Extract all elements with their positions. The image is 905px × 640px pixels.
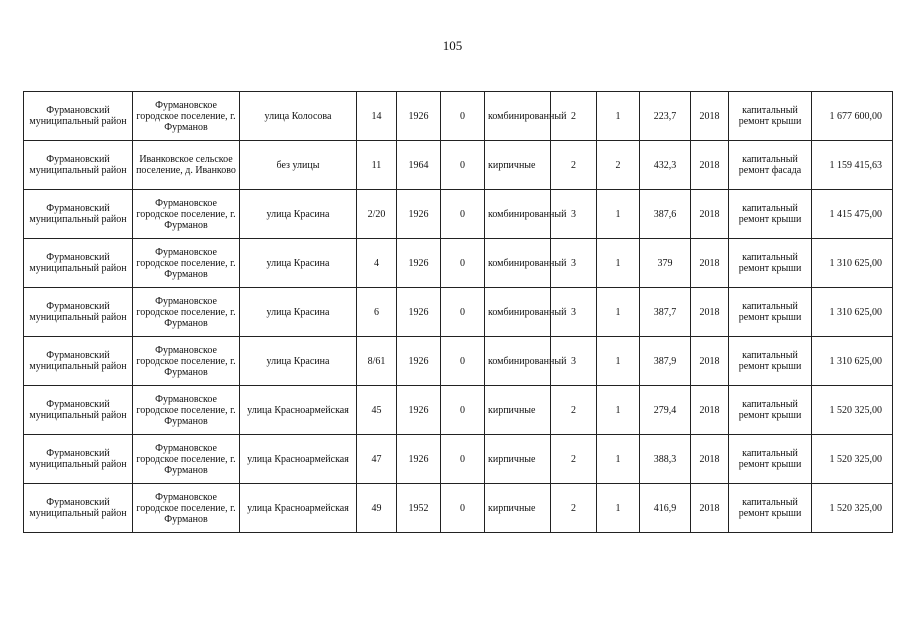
cell-street: улица Красноармейская bbox=[240, 484, 357, 533]
cell-work-type: капитальный ремонт крыши bbox=[729, 386, 812, 435]
cell-year: 1926 bbox=[397, 386, 441, 435]
cell-work-type: капитальный ремонт крыши bbox=[729, 288, 812, 337]
cell-entrances: 1 bbox=[597, 484, 640, 533]
housing-repair-table bbox=[23, 91, 893, 533]
cell-value: 0 bbox=[441, 190, 485, 239]
table-row bbox=[24, 239, 893, 288]
cell-cost: 1 310 625,00 bbox=[812, 239, 893, 288]
cell-cost: 1 677 600,00 bbox=[812, 92, 893, 141]
cell-value: 0 bbox=[441, 484, 485, 533]
cell-street: улица Красина bbox=[240, 337, 357, 386]
cell-street: улица Красина bbox=[240, 288, 357, 337]
cell-entrances: 1 bbox=[597, 239, 640, 288]
cell-settlement: Фурмановское городское поселение, г. Фурманов bbox=[133, 386, 240, 435]
cell-plan-year: 2018 bbox=[691, 337, 729, 386]
cell-entrances: 1 bbox=[597, 386, 640, 435]
cell-value: 0 bbox=[441, 386, 485, 435]
cell-work-type: капитальный ремонт крыши bbox=[729, 435, 812, 484]
cell-year: 1926 bbox=[397, 92, 441, 141]
cell-year: 1926 bbox=[397, 435, 441, 484]
cell-house: 45 bbox=[357, 386, 397, 435]
cell-settlement: Фурмановское городское поселение, г. Фурманов bbox=[133, 288, 240, 337]
cell-entrances: 1 bbox=[597, 288, 640, 337]
cell-work-type: капитальный ремонт крыши bbox=[729, 337, 812, 386]
cell-wall-material: кирпичные bbox=[485, 435, 551, 484]
cell-house: 6 bbox=[357, 288, 397, 337]
cell-district: Фурмановский муниципальный район bbox=[24, 435, 133, 484]
cell-district: Фурмановский муниципальный район bbox=[24, 484, 133, 533]
cell-district: Фурмановский муниципальный район bbox=[24, 386, 133, 435]
cell-cost: 1 159 415,63 bbox=[812, 141, 893, 190]
cell-area: 416,9 bbox=[640, 484, 691, 533]
cell-area: 388,3 bbox=[640, 435, 691, 484]
cell-wall-material: комбинированный bbox=[485, 337, 551, 386]
cell-floors: 3 bbox=[551, 239, 597, 288]
cell-plan-year: 2018 bbox=[691, 484, 729, 533]
cell-district: Фурмановский муниципальный район bbox=[24, 337, 133, 386]
cell-plan-year: 2018 bbox=[691, 386, 729, 435]
cell-value: 0 bbox=[441, 435, 485, 484]
cell-plan-year: 2018 bbox=[691, 288, 729, 337]
cell-entrances: 1 bbox=[597, 92, 640, 141]
cell-cost: 1 520 325,00 bbox=[812, 386, 893, 435]
cell-value: 0 bbox=[441, 92, 485, 141]
cell-year: 1926 bbox=[397, 337, 441, 386]
cell-settlement: Фурмановское городское поселение, г. Фурманов bbox=[133, 435, 240, 484]
cell-wall-material: кирпичные bbox=[485, 141, 551, 190]
cell-wall-material: кирпичные bbox=[485, 484, 551, 533]
cell-district: Фурмановский муниципальный район bbox=[24, 288, 133, 337]
cell-wall-material: комбинированный bbox=[485, 92, 551, 141]
cell-plan-year: 2018 bbox=[691, 92, 729, 141]
page-number: 105 bbox=[442, 38, 463, 53]
cell-cost: 1 310 625,00 bbox=[812, 337, 893, 386]
cell-area: 387,6 bbox=[640, 190, 691, 239]
cell-plan-year: 2018 bbox=[691, 435, 729, 484]
table-row bbox=[24, 288, 893, 337]
cell-street: улица Красноармейская bbox=[240, 435, 357, 484]
table-row bbox=[24, 337, 893, 386]
cell-value: 0 bbox=[441, 288, 485, 337]
cell-floors: 2 bbox=[551, 141, 597, 190]
cell-floors: 3 bbox=[551, 288, 597, 337]
cell-floors: 2 bbox=[551, 386, 597, 435]
cell-year: 1964 bbox=[397, 141, 441, 190]
table-body bbox=[24, 92, 893, 533]
cell-house: 49 bbox=[357, 484, 397, 533]
cell-street: улица Колосова bbox=[240, 92, 357, 141]
cell-floors: 3 bbox=[551, 337, 597, 386]
table-row bbox=[24, 484, 893, 533]
cell-wall-material: кирпичные bbox=[485, 386, 551, 435]
cell-cost: 1 520 325,00 bbox=[812, 435, 893, 484]
cell-settlement: Фурмановское городское поселение, г. Фурманов bbox=[133, 484, 240, 533]
cell-work-type: капитальный ремонт крыши bbox=[729, 239, 812, 288]
cell-area: 379 bbox=[640, 239, 691, 288]
cell-area: 279,4 bbox=[640, 386, 691, 435]
cell-year: 1952 bbox=[397, 484, 441, 533]
cell-district: Фурмановский муниципальный район bbox=[24, 92, 133, 141]
cell-cost: 1 520 325,00 bbox=[812, 484, 893, 533]
cell-floors: 2 bbox=[551, 484, 597, 533]
cell-plan-year: 2018 bbox=[691, 239, 729, 288]
cell-work-type: капитальный ремонт фасада bbox=[729, 141, 812, 190]
cell-house: 2/20 bbox=[357, 190, 397, 239]
cell-floors: 3 bbox=[551, 190, 597, 239]
cell-work-type: капитальный ремонт крыши bbox=[729, 92, 812, 141]
cell-area: 387,9 bbox=[640, 337, 691, 386]
cell-district: Фурмановский муниципальный район bbox=[24, 190, 133, 239]
cell-value: 0 bbox=[441, 337, 485, 386]
table-row bbox=[24, 190, 893, 239]
cell-cost: 1 415 475,00 bbox=[812, 190, 893, 239]
cell-area: 387,7 bbox=[640, 288, 691, 337]
cell-settlement: Фурмановское городское поселение, г. Фурманов bbox=[133, 190, 240, 239]
cell-district: Фурмановский муниципальный район bbox=[24, 239, 133, 288]
cell-floors: 2 bbox=[551, 92, 597, 141]
cell-area: 223,7 bbox=[640, 92, 691, 141]
cell-plan-year: 2018 bbox=[691, 141, 729, 190]
table-row bbox=[24, 141, 893, 190]
cell-year: 1926 bbox=[397, 288, 441, 337]
cell-area: 432,3 bbox=[640, 141, 691, 190]
cell-street: улица Красина bbox=[240, 190, 357, 239]
cell-settlement: Фурмановское городское поселение, г. Фурманов bbox=[133, 239, 240, 288]
cell-district: Фурмановский муниципальный район bbox=[24, 141, 133, 190]
cell-work-type: капитальный ремонт крыши bbox=[729, 484, 812, 533]
cell-entrances: 1 bbox=[597, 190, 640, 239]
cell-wall-material: комбинированный bbox=[485, 239, 551, 288]
cell-entrances: 1 bbox=[597, 337, 640, 386]
cell-wall-material: комбинированный bbox=[485, 288, 551, 337]
cell-house: 47 bbox=[357, 435, 397, 484]
table-row bbox=[24, 435, 893, 484]
cell-plan-year: 2018 bbox=[691, 190, 729, 239]
cell-work-type: капитальный ремонт крыши bbox=[729, 190, 812, 239]
cell-year: 1926 bbox=[397, 190, 441, 239]
table-row bbox=[24, 92, 893, 141]
cell-entrances: 1 bbox=[597, 435, 640, 484]
cell-wall-material: комбинированный bbox=[485, 190, 551, 239]
cell-settlement: Фурмановское городское поселение, г. Фурманов bbox=[133, 92, 240, 141]
cell-house: 14 bbox=[357, 92, 397, 141]
cell-house: 11 bbox=[357, 141, 397, 190]
cell-cost: 1 310 625,00 bbox=[812, 288, 893, 337]
cell-house: 8/61 bbox=[357, 337, 397, 386]
cell-floors: 2 bbox=[551, 435, 597, 484]
cell-value: 0 bbox=[441, 239, 485, 288]
table-row bbox=[24, 386, 893, 435]
cell-street: без улицы bbox=[240, 141, 357, 190]
cell-settlement: Иванковское сельское поселение, д. Иванково bbox=[133, 141, 240, 190]
cell-street: улица Красноармейская bbox=[240, 386, 357, 435]
cell-street: улица Красина bbox=[240, 239, 357, 288]
cell-entrances: 2 bbox=[597, 141, 640, 190]
cell-year: 1926 bbox=[397, 239, 441, 288]
cell-value: 0 bbox=[441, 141, 485, 190]
cell-house: 4 bbox=[357, 239, 397, 288]
cell-settlement: Фурмановское городское поселение, г. Фурманов bbox=[133, 337, 240, 386]
